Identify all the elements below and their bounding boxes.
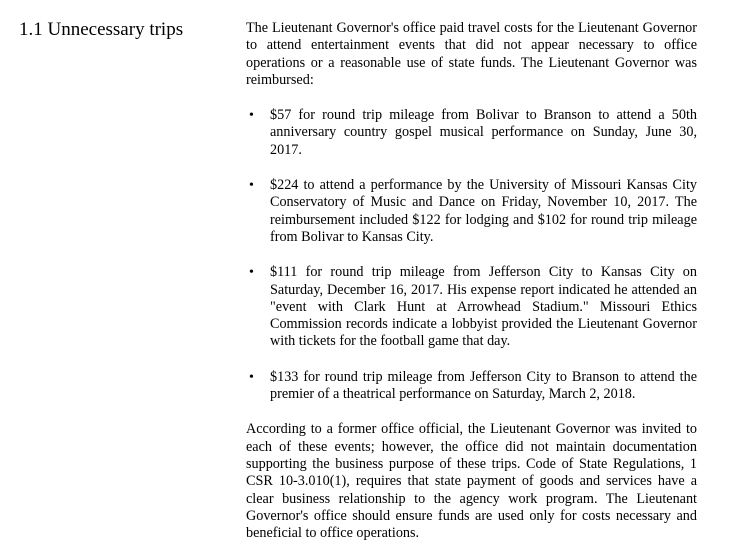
list-item-text: $111 for round trip mileage from Jefferson City to Kansas City on Saturday, December 16, 2017. His expense report indicated he attended an "event with Clark Hunt at Arrowhead Stadium." Missouri Ethics Commission records indicate a lobbyist provided the Lieutenant Governor with tickets for the football game that day.	[270, 264, 697, 350]
reimbursement-list	[246, 107, 697, 403]
bullet-icon: •	[249, 265, 254, 281]
bullet-icon: •	[249, 178, 254, 194]
list-item-text: $57 for round trip mileage from Bolivar to Branson to attend a 50th anniversary country gospel musical performance on Sunday, June 30, 2017.	[270, 107, 697, 158]
intro-paragraph: The Lieutenant Governor's office paid travel costs for the Lieutenant Governor to attend entertainment events that did not appear necessary to office operations or a reasonable use of state funds. The Lieutenant Governor was reimbursed:	[246, 20, 697, 88]
conclusion-paragraph: According to a former office official, the Lieutenant Governor was invited to each of these events; however, the office did not maintain documentation supporting the business purpose of these trips. Code of State Regulations, 1 CSR 10-3.010(1), requires that state payment of goods and services have a clear business relationship to the agency work program. The Lieutenant Governor's office should ensure funds are used only for costs necessary and beneficial to office operations.	[246, 421, 697, 542]
section-body	[246, 20, 697, 542]
section-heading: 1.1 Unnecessary trips	[19, 19, 184, 40]
list-item-text: $133 for round trip mileage from Jefferson City to Branson to attend the premier of a theatrical performance on Saturday, March 2, 2018.	[270, 368, 697, 403]
list-item	[246, 369, 697, 404]
list-item-text: $224 to attend a performance by the University of Missouri Kansas City Conservatory of Music and Dance on Friday, November 10, 2017. The reimbursement included $122 for lodging and $102 for round trip mileage from Bolivar to Kansas City.	[270, 177, 697, 245]
bullet-icon: •	[249, 369, 254, 385]
list-item	[246, 107, 697, 159]
bullet-icon: •	[249, 108, 254, 124]
list-item	[246, 264, 697, 350]
list-item	[246, 177, 697, 246]
